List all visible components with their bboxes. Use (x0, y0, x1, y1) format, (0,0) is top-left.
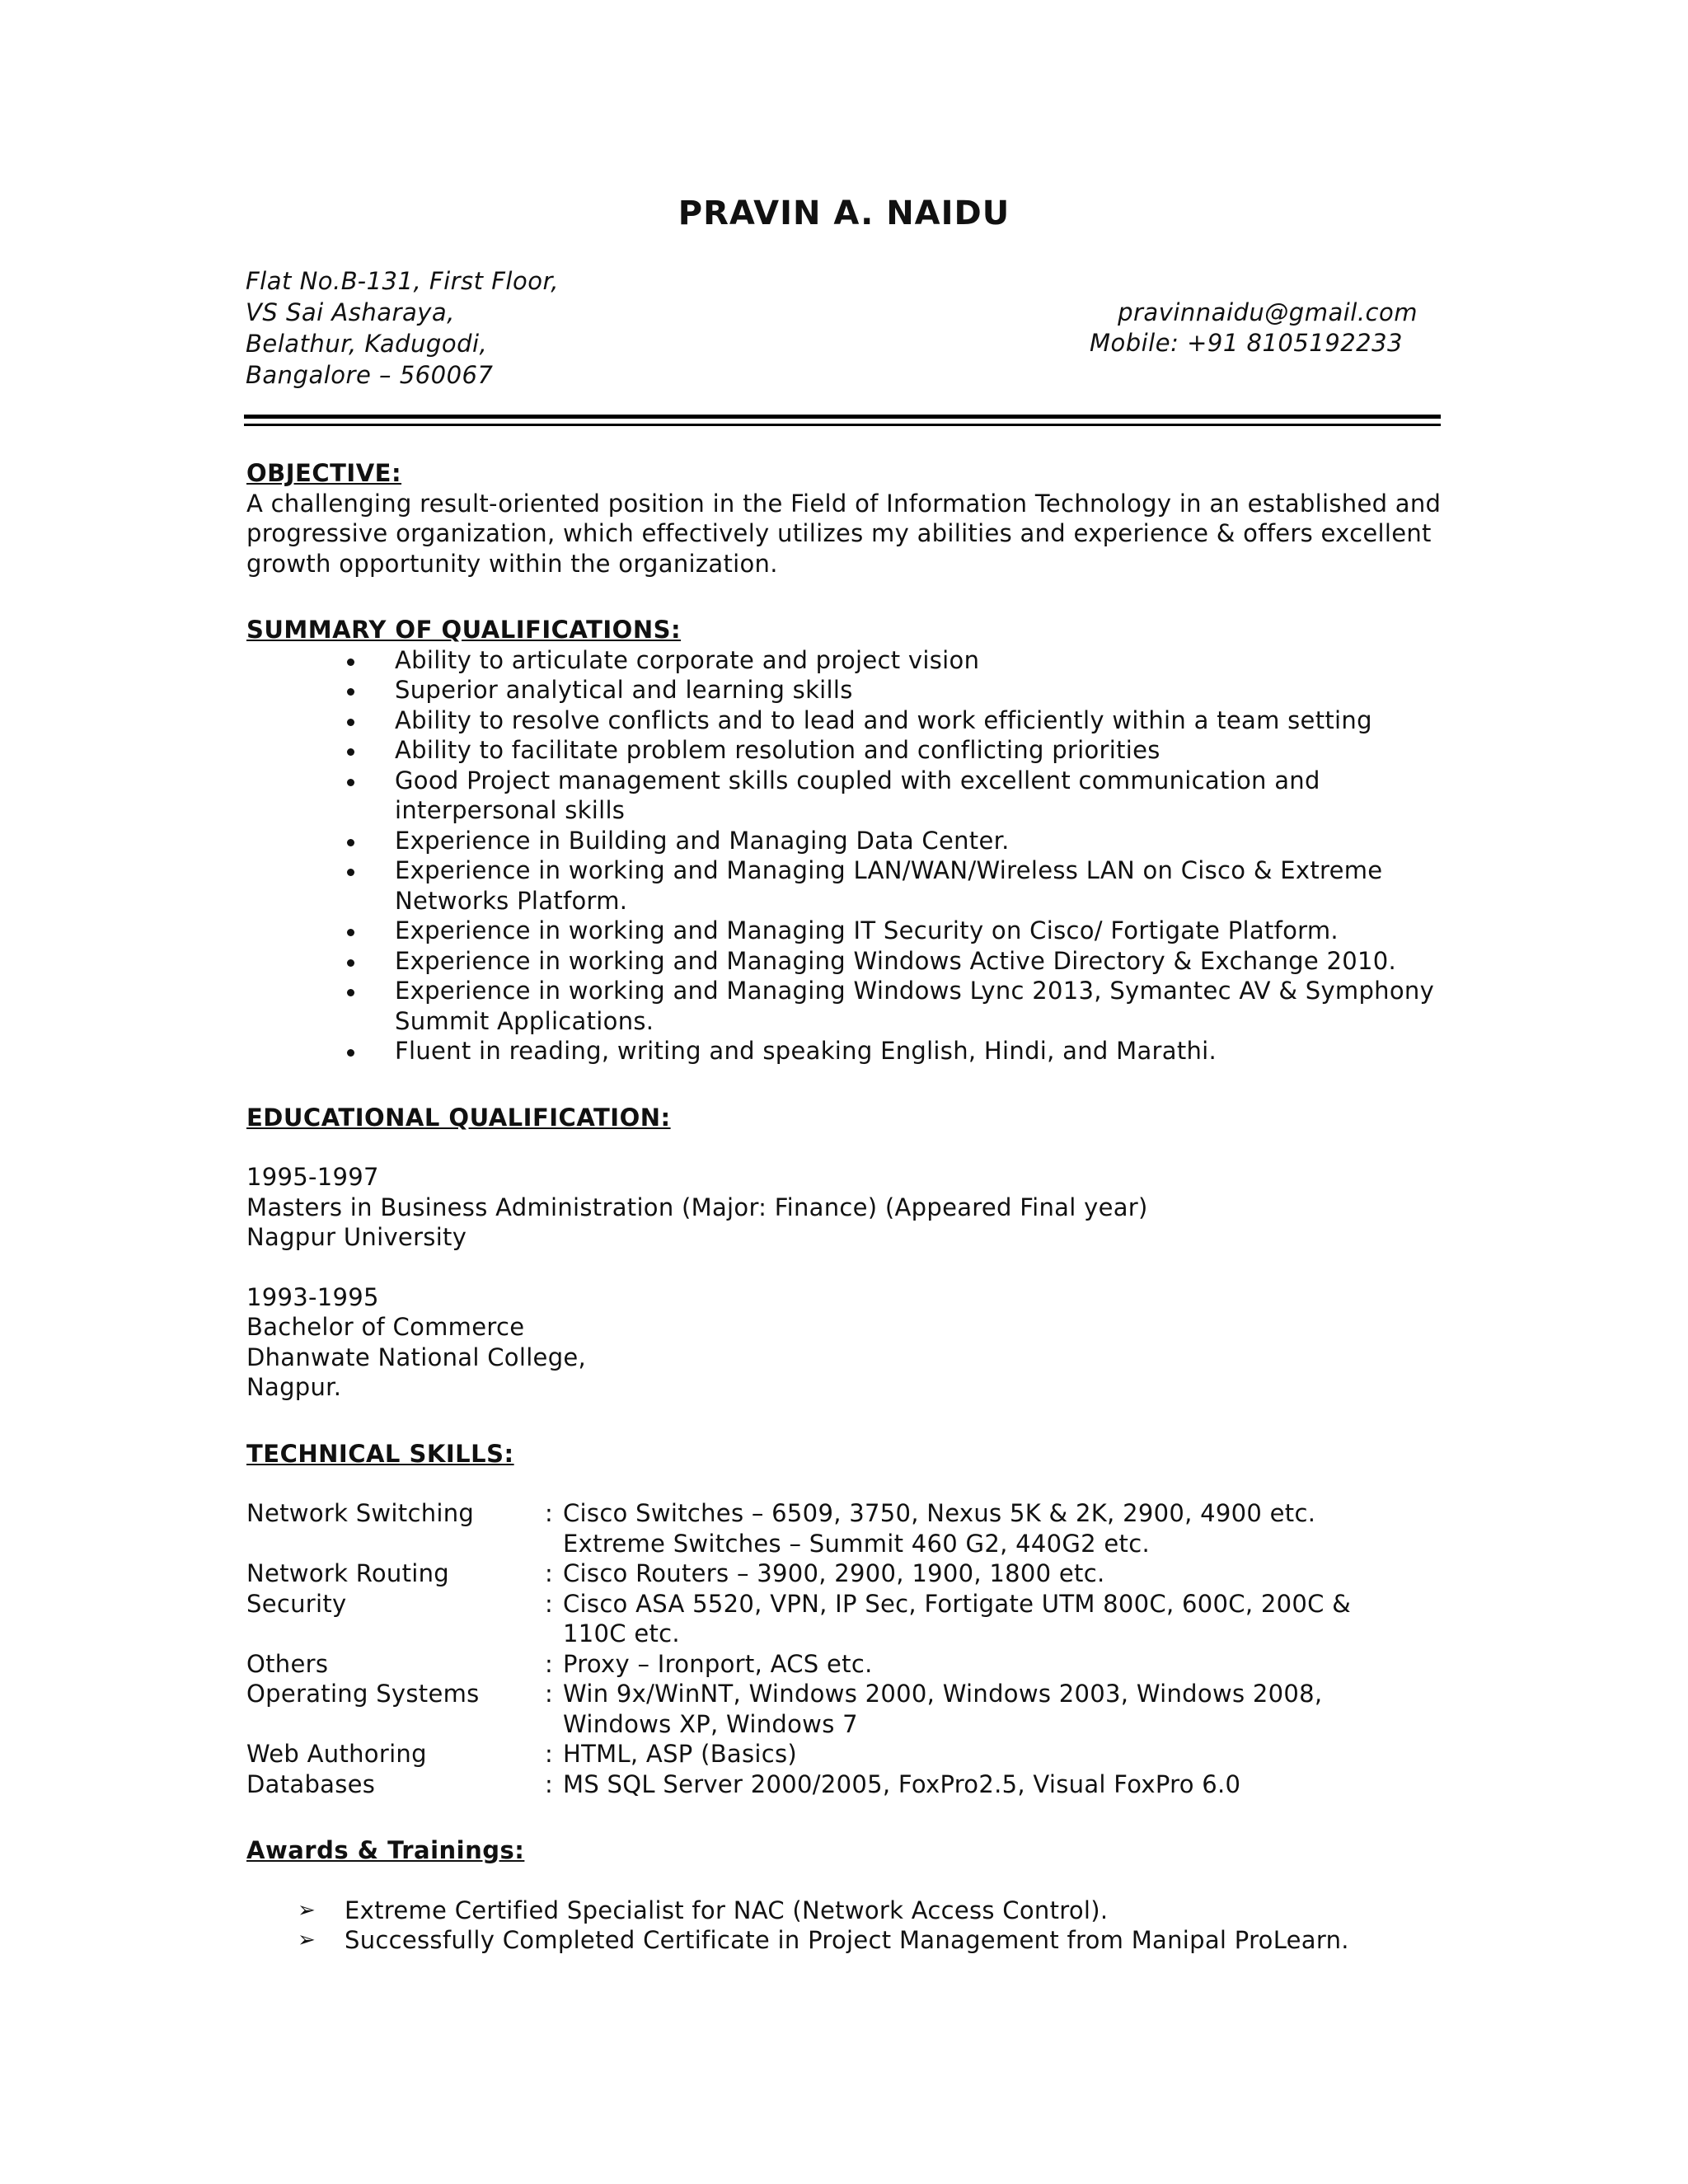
skill-value: Win 9x/WinNT, Windows 2000, Windows 2003, Windows 2008, Windows XP, Windows 7 (563, 1680, 1323, 1738)
skill-category: Others (246, 1649, 329, 1678)
skill-category: Security (246, 1589, 347, 1618)
address-line: Flat No.B-131, First Floor, (246, 267, 559, 295)
table-row (246, 1739, 1387, 1769)
bullet-icon (347, 1049, 354, 1057)
skill-value: MS SQL Server 2000/2005, FoxPro2.5, Visual FoxPro 6.0 (563, 1769, 1241, 1798)
technical-heading: TECHNICAL SKILLS: (246, 1439, 514, 1468)
education-entry (246, 1162, 1450, 1253)
education-city: Nagpur. (246, 1373, 342, 1401)
candidate-name: PRAVIN A. NAIDU (678, 194, 1010, 232)
list-item: Superior analytical and learning skills (246, 675, 1450, 705)
skill-separator: : (545, 1769, 554, 1798)
list-item: Experience in working and Managing IT Security on Cisco/ Fortigate Platform. (246, 916, 1450, 946)
skill-value: Cisco ASA 5520, VPN, IP Sec, Fortigate UTM 800C, 600C, 200C & 110C etc. (563, 1589, 1352, 1647)
bullet-icon (347, 959, 354, 967)
table-row (246, 1498, 1387, 1558)
bullet-icon (347, 989, 354, 996)
summary-section (246, 615, 1450, 1066)
list-item: Experience in Building and Managing Data Center. (246, 826, 1450, 856)
bullet-icon (347, 869, 354, 876)
education-years: 1993-1995 (246, 1282, 379, 1311)
skill-separator: : (545, 1559, 554, 1587)
skill-separator: : (545, 1499, 554, 1527)
objective-section (246, 458, 1450, 579)
summary-list (246, 645, 1450, 1066)
education-institution: Nagpur University (246, 1223, 467, 1251)
resume-body (246, 458, 1450, 1956)
list-item: Ability to facilitate problem resolution and conflicting priorities (246, 735, 1450, 766)
list-item: ➢ Extreme Certified Specialist for NAC (Network Access Control). (298, 1896, 1109, 1924)
header-divider-thick (244, 415, 1441, 419)
table-row (246, 1589, 1387, 1649)
skills-table (246, 1498, 1387, 1799)
bullet-icon (347, 779, 354, 786)
education-section (246, 1103, 1450, 1403)
education-institution: Dhanwate National College, (246, 1343, 587, 1371)
skill-value: Cisco Routers – 3900, 2900, 1900, 1800 etc. (563, 1559, 1105, 1587)
awards-list (246, 1896, 1450, 1956)
email-address: pravinnaidu@gmail.com (1118, 298, 1418, 326)
education-years: 1995-1997 (246, 1163, 379, 1191)
list-item: Ability to resolve conflicts and to lead and work efficiently within a team setting (246, 705, 1450, 736)
list-item: ➢ Successfully Completed Certificate in Project Management from Manipal ProLearn. (298, 1926, 1349, 1954)
bullet-icon (347, 929, 354, 936)
skill-separator: : (545, 1589, 554, 1618)
education-entry (246, 1282, 1450, 1403)
skill-category: Network Routing (246, 1559, 449, 1587)
skill-separator: : (545, 1680, 554, 1708)
bullet-icon (347, 839, 354, 846)
skill-category: Databases (246, 1769, 376, 1798)
table-row (246, 1679, 1387, 1739)
list-item: Experience in working and Managing LAN/WAN/Wireless LAN on Cisco & Extreme Networks Platform. (246, 855, 1450, 916)
awards-section (246, 1835, 1450, 1956)
education-heading: EDUCATIONAL QUALIFICATION: (246, 1103, 671, 1132)
list-item: Experience in working and Managing Windows Active Directory & Exchange 2010. (246, 946, 1450, 977)
bullet-icon (347, 719, 354, 726)
list-item: Ability to articulate corporate and project vision (246, 645, 1450, 676)
bullet-icon (347, 748, 354, 756)
objective-text: A challenging result-oriented position in the Field of Information Technology in an established and progressive organization, which effectively utilizes my abilities and experience & offers excellent growth opportunity within the organization. (246, 489, 1442, 578)
skill-separator: : (545, 1740, 554, 1768)
skill-separator: : (545, 1649, 554, 1678)
address-line: Bangalore – 560067 (246, 361, 494, 389)
table-row (246, 1649, 1387, 1680)
mobile-number: Mobile: +91 8105192233 (1089, 329, 1403, 357)
list-item: Experience in working and Managing Windows Lync 2013, Symantec AV & Symphony Summit Applications. (246, 976, 1450, 1036)
skill-value: HTML, ASP (Basics) (563, 1740, 798, 1768)
contact-block (1089, 298, 1418, 359)
arrow-bullet-icon: ➢ (298, 1897, 316, 1923)
list-item: Good Project management skills coupled with excellent communication and interpersonal skills (246, 766, 1450, 826)
technical-section (246, 1439, 1450, 1800)
skill-category: Web Authoring (246, 1740, 427, 1768)
address-line: Belathur, Kadugodi, (246, 330, 488, 358)
table-row (246, 1558, 1387, 1589)
skill-category: Network Switching (246, 1499, 475, 1527)
address-block (246, 265, 559, 391)
summary-heading: SUMMARY OF QUALIFICATIONS: (246, 616, 682, 644)
education-degree: Masters in Business Administration (Major: Finance) (Appeared Final year) (246, 1193, 1148, 1221)
skill-value: Proxy – Ironport, ACS etc. (563, 1649, 873, 1678)
address-line: VS Sai Asharaya, (246, 298, 455, 326)
table-row (246, 1769, 1387, 1800)
arrow-bullet-icon: ➢ (298, 1928, 316, 1952)
objective-heading: OBJECTIVE: (246, 459, 402, 487)
education-degree: Bachelor of Commerce (246, 1313, 525, 1341)
bullet-icon (347, 658, 354, 666)
skill-value: Cisco Switches – 6509, 3750, Nexus 5K & 2K, 2900, 4900 etc. Extreme Switches – Summit 460 G2, 440G2 etc. (563, 1499, 1316, 1558)
list-item: Fluent in reading, writing and speaking English, Hindi, and Marathi. (246, 1036, 1450, 1066)
awards-heading: Awards & Trainings: (246, 1836, 525, 1864)
header-divider-thin (244, 424, 1441, 426)
bullet-icon (347, 688, 354, 696)
skill-category: Operating Systems (246, 1680, 480, 1708)
